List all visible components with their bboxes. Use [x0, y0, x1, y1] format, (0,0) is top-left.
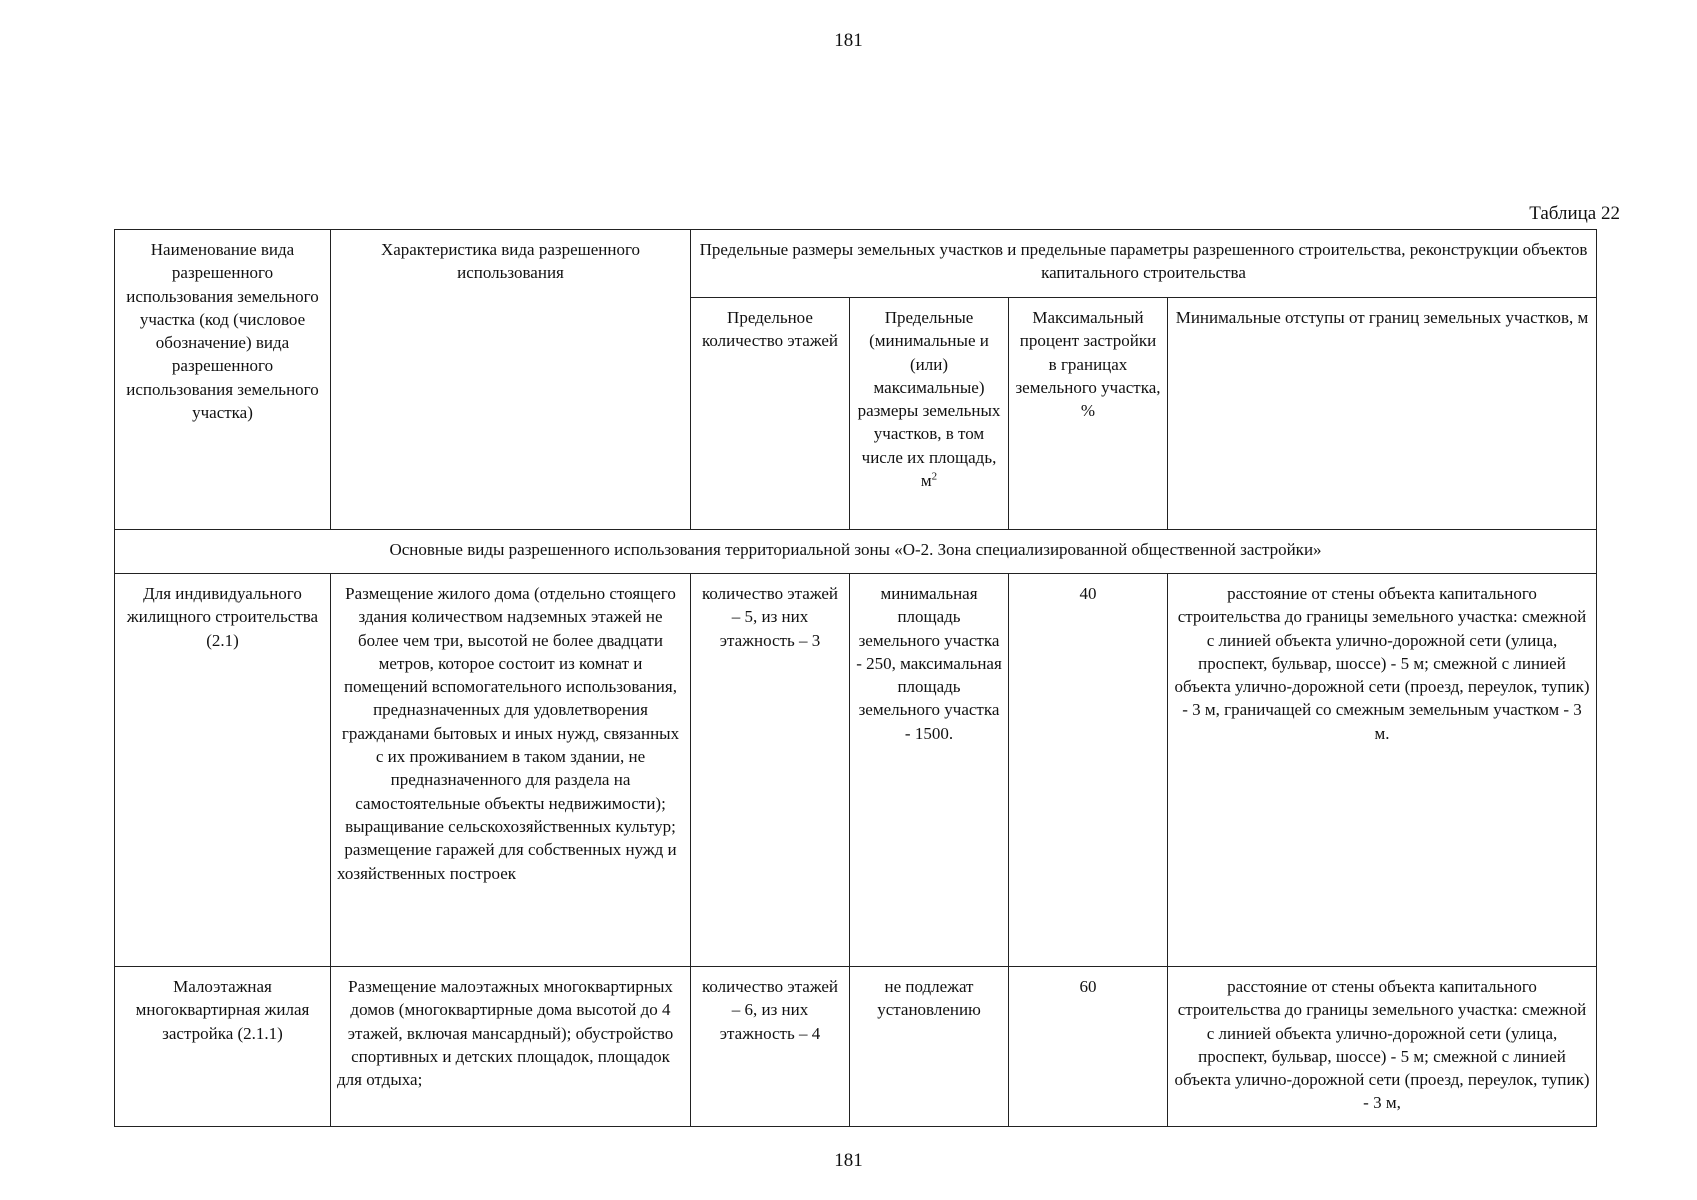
row-name: Малоэтажная многоквартирная жилая застройка (2.1.1): [115, 967, 331, 1127]
row-description: Размещение малоэтажных многоквартирных домов (многоквартирные дома высотой до 4 этажей, включая мансардный); обустройство спортивных и детских площадок, площадок для отдыха;: [331, 967, 691, 1127]
row-setback: расстояние от стены объекта капитального строительства до границы земельного участка: смежной с линией объекта улично-дорожной сети (улица, проспект, бульвар, шоссе) - 5 м; смежной с линией объекта улично-дорожной сети (проезд, переулок, тупик) - 3 м,: [1168, 967, 1597, 1127]
row-floors: количество этажей – 6, из них этажность – 4: [691, 967, 850, 1127]
page-number-bottom: 181: [834, 1150, 863, 1171]
header-description: Характеристика вида разрешенного использования: [331, 230, 691, 530]
header-group: Предельные размеры земельных участков и предельные параметры разрешенного строительства, реконструкции объектов капитального строительства: [691, 230, 1597, 298]
zoning-table: [114, 229, 1597, 1127]
row-name: Для индивидуального жилищного строительства (2.1): [115, 574, 331, 967]
row-percent: 60: [1009, 967, 1168, 1127]
table-row: [115, 574, 1597, 967]
page-number-top: 181: [834, 30, 863, 51]
header-percent: Максимальный процент застройки в границах земельного участка, %: [1009, 298, 1168, 530]
row-size: не подлежат установлению: [850, 967, 1009, 1127]
header-floors: Предельное количество этажей: [691, 298, 850, 530]
header-size-superscript: 2: [931, 470, 938, 483]
header-size: [850, 298, 1009, 530]
table-row: [115, 967, 1597, 1127]
row-size: минимальная площадь земельного участка - 250, максимальная площадь земельного участка - 1500.: [850, 574, 1009, 967]
section-title: Основные виды разрешенного использования территориальной зоны «О-2. Зона специализированной общественной застройки»: [115, 530, 1597, 574]
header-setback: Минимальные отступы от границ земельных участков, м: [1168, 298, 1597, 530]
row-description: Размещение жилого дома (отдельно стоящего здания количеством надземных этажей не более чем три, высотой не более двадцати метров, которое состоит из комнат и помещений вспомогательного использования, предназначенных для удовлетворения гражданами бытовых и иных нужд, связанных с их проживанием в таком здании, не предназначенного для раздела на самостоятельные объекты недвижимости); выращивание сельскохозяйственных культур; размещение гаражей для собственных нужд и хозяйственных построек: [331, 574, 691, 967]
row-setback: расстояние от стены объекта капитального строительства до границы земельного участка: смежной с линией объекта улично-дорожной сети (улица, проспект, бульвар, шоссе) - 5 м; смежной с линией объекта улично-дорожной сети (проезд, переулок, тупик) - 3 м, граничащей со смежным земельным участком - 3 м.: [1168, 574, 1597, 967]
header-size-text: Предельные (минимальные и (или) максимальные) размеры земельных участков, в том числе их площадь, м: [857, 308, 1001, 491]
table-caption: Таблица 22: [1529, 203, 1620, 224]
row-percent: 40: [1009, 574, 1168, 967]
row-floors: количество этажей – 5, из них этажность – 3: [691, 574, 850, 967]
header-name: Наименование вида разрешенного использования земельного участка (код (числовое обозначение) вида разрешенного использования земельного участка): [115, 230, 331, 530]
